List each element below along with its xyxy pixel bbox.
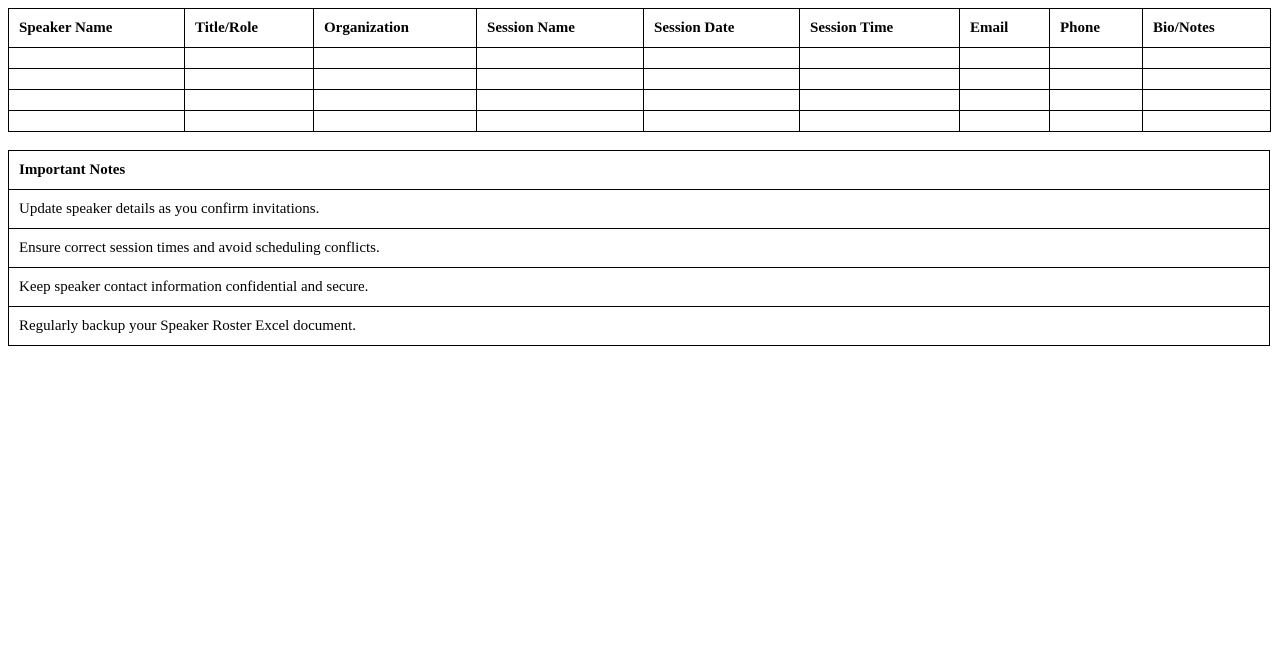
column-header-session-name: Session Name [477,9,644,48]
notes-heading-row [9,151,1270,190]
table-cell[interactable] [1050,111,1143,132]
table-cell[interactable] [477,111,644,132]
column-header-phone: Phone [1050,9,1143,48]
note-text: Ensure correct session times and avoid scheduling conflicts. [9,229,1270,268]
table-cell[interactable] [960,90,1050,111]
table-cell[interactable] [314,111,477,132]
table-cell[interactable] [960,111,1050,132]
table-cell[interactable] [314,69,477,90]
table-cell[interactable] [185,90,314,111]
note-text: Regularly backup your Speaker Roster Excel document. [9,307,1270,346]
table-cell[interactable] [314,48,477,69]
table-cell[interactable] [644,111,800,132]
table-cell[interactable] [960,69,1050,90]
list-item [9,307,1270,346]
table-row [9,111,1271,132]
list-item [9,190,1270,229]
table-cell[interactable] [644,48,800,69]
table-row [9,69,1271,90]
table-cell[interactable] [800,69,960,90]
notes-heading: Important Notes [9,151,1270,190]
table-cell[interactable] [1143,111,1271,132]
table-cell[interactable] [800,90,960,111]
table-cell[interactable] [185,48,314,69]
table-cell[interactable] [644,90,800,111]
column-header-session-date: Session Date [644,9,800,48]
table-cell[interactable] [477,90,644,111]
table-cell[interactable] [1143,90,1271,111]
roster-header-row [9,9,1271,48]
table-cell[interactable] [9,69,185,90]
column-header-title-role: Title/Role [185,9,314,48]
speaker-roster-table [8,8,1271,132]
column-header-organization: Organization [314,9,477,48]
table-cell[interactable] [314,90,477,111]
column-header-session-time: Session Time [800,9,960,48]
table-cell[interactable] [800,111,960,132]
table-cell[interactable] [644,69,800,90]
note-text: Update speaker details as you confirm invitations. [9,190,1270,229]
table-cell[interactable] [9,48,185,69]
table-cell[interactable] [9,90,185,111]
table-cell[interactable] [1050,48,1143,69]
table-cell[interactable] [477,48,644,69]
table-cell[interactable] [1143,69,1271,90]
table-cell[interactable] [185,111,314,132]
table-cell[interactable] [1050,90,1143,111]
table-cell[interactable] [800,48,960,69]
column-header-bio-notes: Bio/Notes [1143,9,1271,48]
table-cell[interactable] [960,48,1050,69]
list-item [9,229,1270,268]
table-cell[interactable] [1050,69,1143,90]
note-text: Keep speaker contact information confidential and secure. [9,268,1270,307]
table-cell[interactable] [1143,48,1271,69]
table-cell[interactable] [477,69,644,90]
table-cell[interactable] [9,111,185,132]
table-cell[interactable] [185,69,314,90]
column-header-speaker-name: Speaker Name [9,9,185,48]
column-header-email: Email [960,9,1050,48]
table-row [9,90,1271,111]
table-row [9,48,1271,69]
important-notes-table [8,150,1270,346]
list-item [9,268,1270,307]
